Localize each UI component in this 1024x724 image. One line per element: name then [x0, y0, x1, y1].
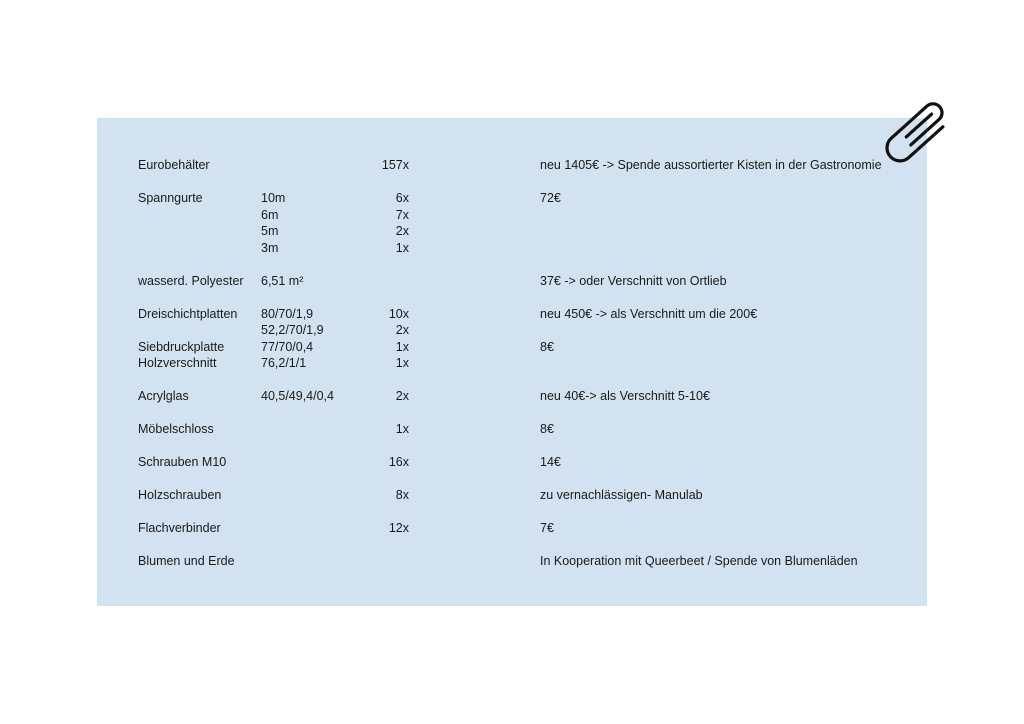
item-name: Acrylglas [138, 389, 189, 403]
materials-sheet [97, 118, 927, 606]
item-dimension: 40,5/49,4/0,4 [261, 389, 334, 403]
item-dimension: 76,2/1/1 [261, 356, 307, 370]
item-quantity: 1x [395, 241, 409, 255]
item-quantity: 12x [388, 521, 409, 535]
item-name: Flachverbinder [138, 521, 221, 535]
item-name: Dreischichtplatten [138, 307, 238, 321]
item-quantity: 8x [395, 488, 409, 502]
item-name: wasserd. Polyester [138, 274, 244, 288]
item-quantity: 2x [395, 323, 409, 337]
item-note: 37€ -> oder Verschnitt von Ortlieb [540, 274, 727, 288]
item-quantity: 1x [395, 356, 409, 370]
item-dimension: 77/70/0,4 [261, 340, 314, 354]
item-quantity: 16x [388, 455, 409, 469]
item-name: Eurobehälter [138, 158, 210, 172]
paperclip-icon [880, 94, 956, 164]
item-note: 14€ [540, 455, 561, 469]
item-note: In Kooperation mit Queerbeet / Spende von Blumenläden [540, 554, 858, 568]
item-quantity: 157x [381, 158, 409, 172]
item-note: neu 40€-> als Verschnitt 5-10€ [540, 389, 710, 403]
item-note: neu 450€ -> als Verschnitt um die 200€ [540, 307, 758, 321]
item-note: 7€ [540, 521, 554, 535]
item-note: neu 1405€ -> Spende aussortierter Kisten in der Gastronomie [540, 158, 882, 172]
item-dimension: 3m [261, 241, 279, 255]
item-dimension: 5m [261, 224, 279, 238]
item-note: 72€ [540, 191, 561, 205]
item-quantity: 2x [395, 389, 409, 403]
item-quantity: 6x [395, 191, 409, 205]
item-name: Siebdruckplatte [138, 340, 225, 354]
item-note: 8€ [540, 422, 554, 436]
item-quantity: 1x [395, 422, 409, 436]
item-quantity: 1x [395, 340, 409, 354]
item-name: Holzschrauben [138, 488, 222, 502]
item-dimension: 80/70/1,9 [261, 307, 314, 321]
item-note: 8€ [540, 340, 554, 354]
item-name: Blumen und Erde [138, 554, 235, 568]
item-name: Spanngurte [138, 191, 203, 205]
item-note: zu vernachlässigen- Manulab [540, 488, 703, 502]
item-name: Holzverschnitt [138, 356, 217, 370]
item-dimension: 52,2/70/1,9 [261, 323, 324, 337]
item-name: Schrauben M10 [138, 455, 227, 469]
item-dimension: 10m [261, 191, 286, 205]
item-name: Möbelschloss [138, 422, 214, 436]
item-quantity: 10x [388, 307, 409, 321]
item-quantity: 7x [395, 208, 409, 222]
item-dimension: 6,51 m² [261, 274, 304, 288]
item-quantity: 2x [395, 224, 409, 238]
item-dimension: 6m [261, 208, 279, 222]
